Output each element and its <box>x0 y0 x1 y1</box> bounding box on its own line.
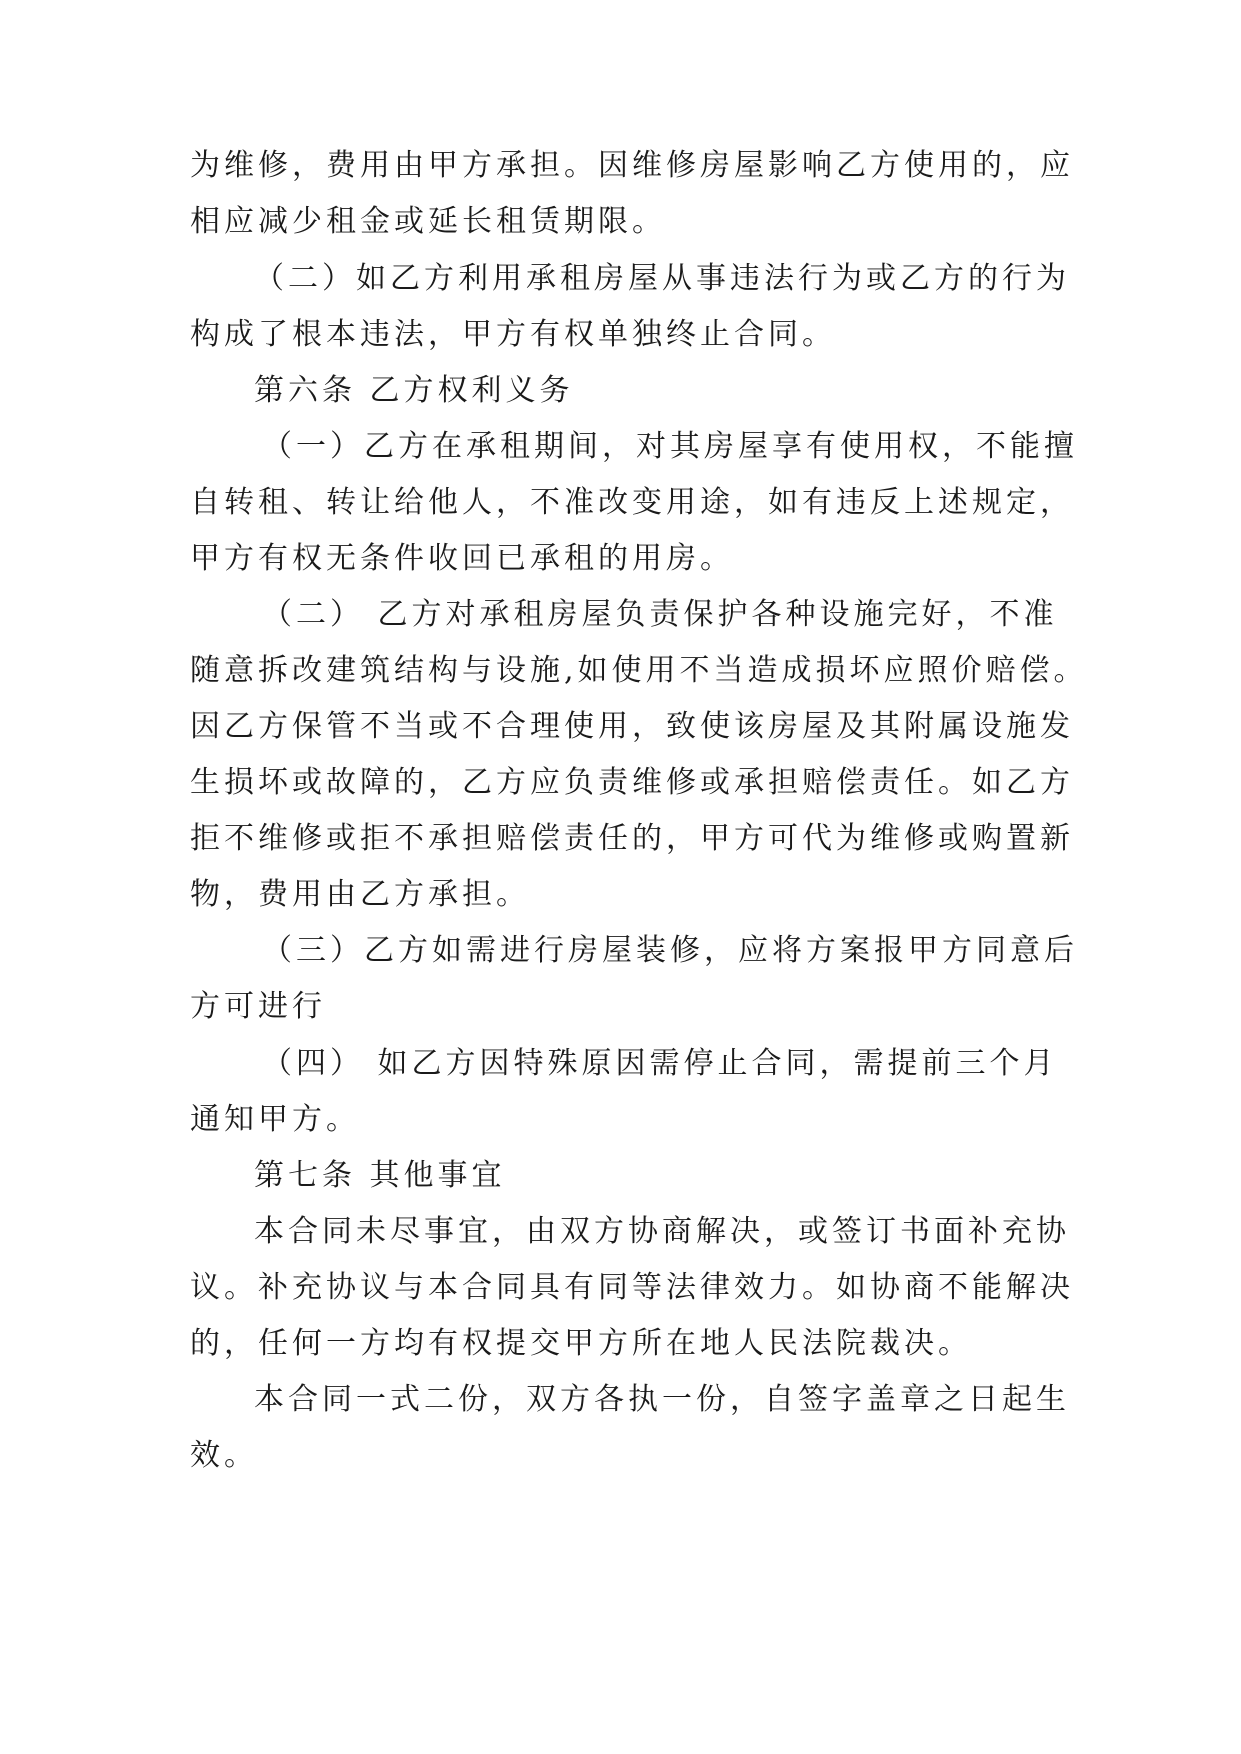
text-line: 议。补充协议与本合同具有同等法律效力。如协商不能解决 <box>190 1270 1074 1305</box>
text-line: （四） 如乙方因特殊原因需停止合同，需提前三个月 <box>262 1046 1058 1081</box>
text-line: 生损坏或故障的，乙方应负责维修或承担赔偿责任。如乙方 <box>190 765 1074 800</box>
text-line: 通知甲方。 <box>190 1102 360 1137</box>
text-line: 自转租、转让给他人，不准改变用途，如有违反上述规定， <box>190 485 1074 520</box>
text-line: 方可进行 <box>190 989 326 1024</box>
text-line: 物，费用由乙方承担。 <box>190 877 530 912</box>
text-line: 因乙方保管不当或不合理使用，致使该房屋及其附属设施发 <box>190 709 1074 744</box>
text-line: 相应减少租金或延长租赁期限。 <box>190 204 666 239</box>
text-line: 随意拆改建筑结构与设施,如使用不当造成损坏应照价赔偿。 <box>190 653 1088 688</box>
text-line: （二） 乙方对承租房屋负责保护各种设施完好，不准 <box>262 597 1058 632</box>
text-line: （二）如乙方利用承租房屋从事违法行为或乙方的行为 <box>254 261 1070 296</box>
section-heading: 第六条 乙方权利义务 <box>254 373 574 408</box>
text-line: 甲方有权无条件收回已承租的用房。 <box>190 541 734 576</box>
text-line: 构成了根本违法，甲方有权单独终止合同。 <box>190 317 836 352</box>
text-line: 效。 <box>190 1438 258 1473</box>
text-line: （三）乙方如需进行房屋装修，应将方案报甲方同意后 <box>262 933 1078 968</box>
section-heading: 第七条 其他事宜 <box>254 1158 506 1193</box>
text-line: 为维修，费用由甲方承担。因维修房屋影响乙方使用的，应 <box>190 148 1074 183</box>
text-line: 的，任何一方均有权提交甲方所在地人民法院裁决。 <box>190 1326 972 1361</box>
text-line: 拒不维修或拒不承担赔偿责任的，甲方可代为维修或购置新 <box>190 821 1074 856</box>
text-line: 本合同一式二份，双方各执一份，自签字盖章之日起生 <box>254 1382 1070 1417</box>
text-line: 本合同未尽事宜，由双方协商解决，或签订书面补充协 <box>254 1214 1070 1249</box>
text-line: （一）乙方在承租期间，对其房屋享有使用权，不能擅 <box>262 429 1078 464</box>
